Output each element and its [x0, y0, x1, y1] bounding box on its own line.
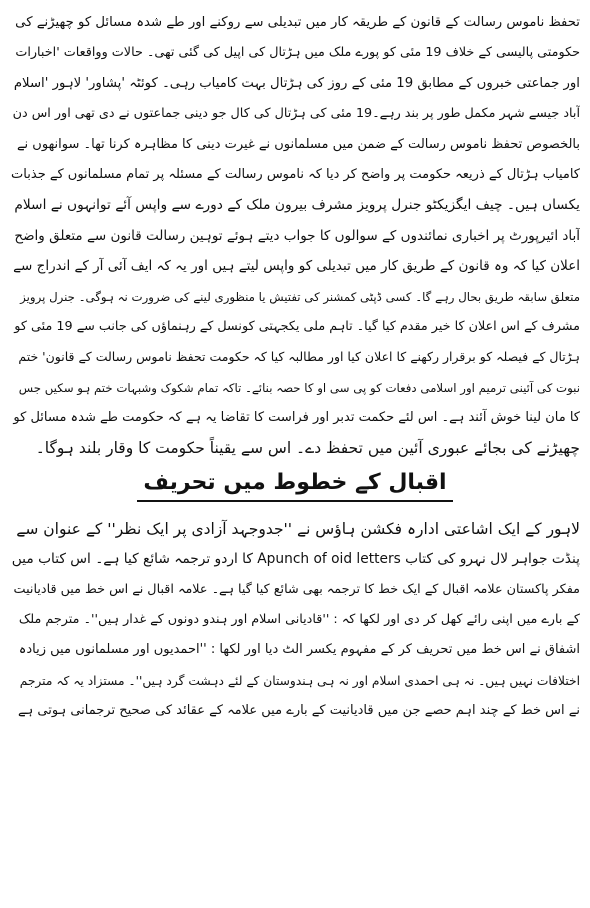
paragraph-namoos-risalat	[10, 8, 580, 464]
text-line: اور جماعتی خبروں کے مطابق 19 مئی کے روز کی ہڑتال بہت کامیاب رہی۔ کوئٹہ 'پشاور' لاہور 'اسلام	[13, 75, 580, 91]
text-line: تحفظ ناموس رسالت کے قانون کے طریقہ کار میں تبدیلی سے روکنے اور طے شدہ مسائل کو چھیڑنے کی	[15, 15, 580, 30]
text-line: چھیڑنے کی بجائے عبوری آئین میں تحفظ دے۔ اس سے یقیناً حکومت کا وقار بلند ہوگا۔	[35, 439, 580, 458]
text-line: پنڈت جواہر لال نہرو کی کتاب Apunch of oid letters کا اردو ترجمہ شائع کیا ہے۔ اس کتاب میں	[11, 551, 580, 568]
section-heading-wrapper	[10, 466, 580, 510]
text-line: یکساں ہیں۔ چیف ایگزیکٹو جنرل پرویز مشرف بیرون ملک کے دورے سے واپس آئے توانہوں نے اسلام	[14, 197, 580, 214]
text-line: اعلان کیا کہ وہ قانون کے طریق کار میں تبدیلی کو واپس لیتے ہیں اور یہ کہ ایف آئی آر کے اندراج سے	[13, 258, 580, 275]
text-line: متعلق سابقہ طریق بحال رہے گا۔ کسی ڈپٹی کمشنر کی تفتیش یا منظوری لینے کی ضرورت نہ ہوگی۔ جنرل پرویز	[20, 289, 580, 304]
section-heading: اقبال کے خطوط میں تحریف	[137, 466, 452, 502]
text-line: کا مان لینا خوش آئند ہے۔ اس لئے حکمت تدبر اور فراست کا تقاضا یہ ہے کہ حکومت طے شدہ مسائل کو	[13, 410, 580, 426]
text-line: نے اس خط کے چند اہم حصے جن میں قادیانیت کے بارے میں علامہ کے عقائد کی صحیح ترجمانی ہوتی ہے	[18, 703, 580, 719]
text-line: اشفاق نے اس خط میں تحریف کر کے مفہوم یکسر الٹ دیا اور لکھا : ''احمدیوں اور مسلمانوں میں زیادہ	[18, 642, 580, 658]
text-line: اختلافات نہیں ہیں۔ نہ ہی احمدی اسلام اور نہ ہی ہندوستان کے لئے دہشت گرد ہیں''۔ مستزاد یہ کہ مترجم	[19, 673, 580, 688]
text-line: آباد جیسے شہر مکمل طور پر بند رہے۔19 مئی کی ہڑتال کی کال جو دینی جماعتوں نے دی تھی اور اس دن	[12, 106, 580, 122]
text-line: کامیاب ہڑتال کے ذریعہ حکومت پر واضح کر دیا کہ ناموس رسالت کے مسئلہ پر تمام مسلمانوں کے جذبات	[11, 166, 580, 182]
text-line: کے بارے میں اپنی رائے کھل کر دی اور لکھا کہ : ''قادیانی اسلام اور ہندو دونوں کے غدار ہیں''۔ مترجم ملک	[18, 612, 580, 628]
text-line: حکومتی پالیسی کے خلاف 19 مئی کو پورے ملک میں ہڑتال کی اپیل کی گئی تھی۔ حالات وواقعات 'اخبارات	[15, 45, 580, 61]
paragraph-iqbal-letters	[10, 514, 580, 727]
text-line: ہڑتال کے فیصلہ کو برقرار رکھنے کا اعلان کیا اور مطالبہ کیا کہ حکومت تحفظ ناموس رسالت کے قانون' ختم	[18, 349, 580, 365]
text-line: آباد ائیرپورٹ پر اخباری نمائندوں کے سوالوں کا جواب دیتے ہوئے توہین رسالت قانون سے متعلق واضح	[14, 227, 580, 244]
text-line: مشرف کے اس اعلان کا خیر مقدم کیا گیا۔ تاہم ملی یکجہتی کونسل کے رہنماؤں کی جانب سے 19 مئی کو	[14, 318, 580, 334]
text-line: بالخصوص تحفظ ناموس رسالت کے ضمن میں مسلمانوں نے غیرت دینی کا مظاہرہ کرنا تھا۔ سوانھوں نے	[16, 136, 580, 152]
text-line: مفکر پاکستان علامہ اقبال کے ایک خط کا ترجمہ بھی شائع کیا گیا ہے۔ علامہ اقبال نے اس خط میں قادیانیت	[13, 581, 580, 597]
text-line: لاہور کے ایک اشاعتی ادارہ فکشن ہاؤس نے ''جدوجہد آزادی پر ایک نظر'' کے عنوان سے	[16, 519, 580, 538]
text-line: نبوت کی آئینی ترمیم اور اسلامی دفعات کو پی سی او کا حصہ بنائے۔ تاکہ تمام شکوک وشبہات ختم ہو سکیں جس	[18, 380, 580, 395]
